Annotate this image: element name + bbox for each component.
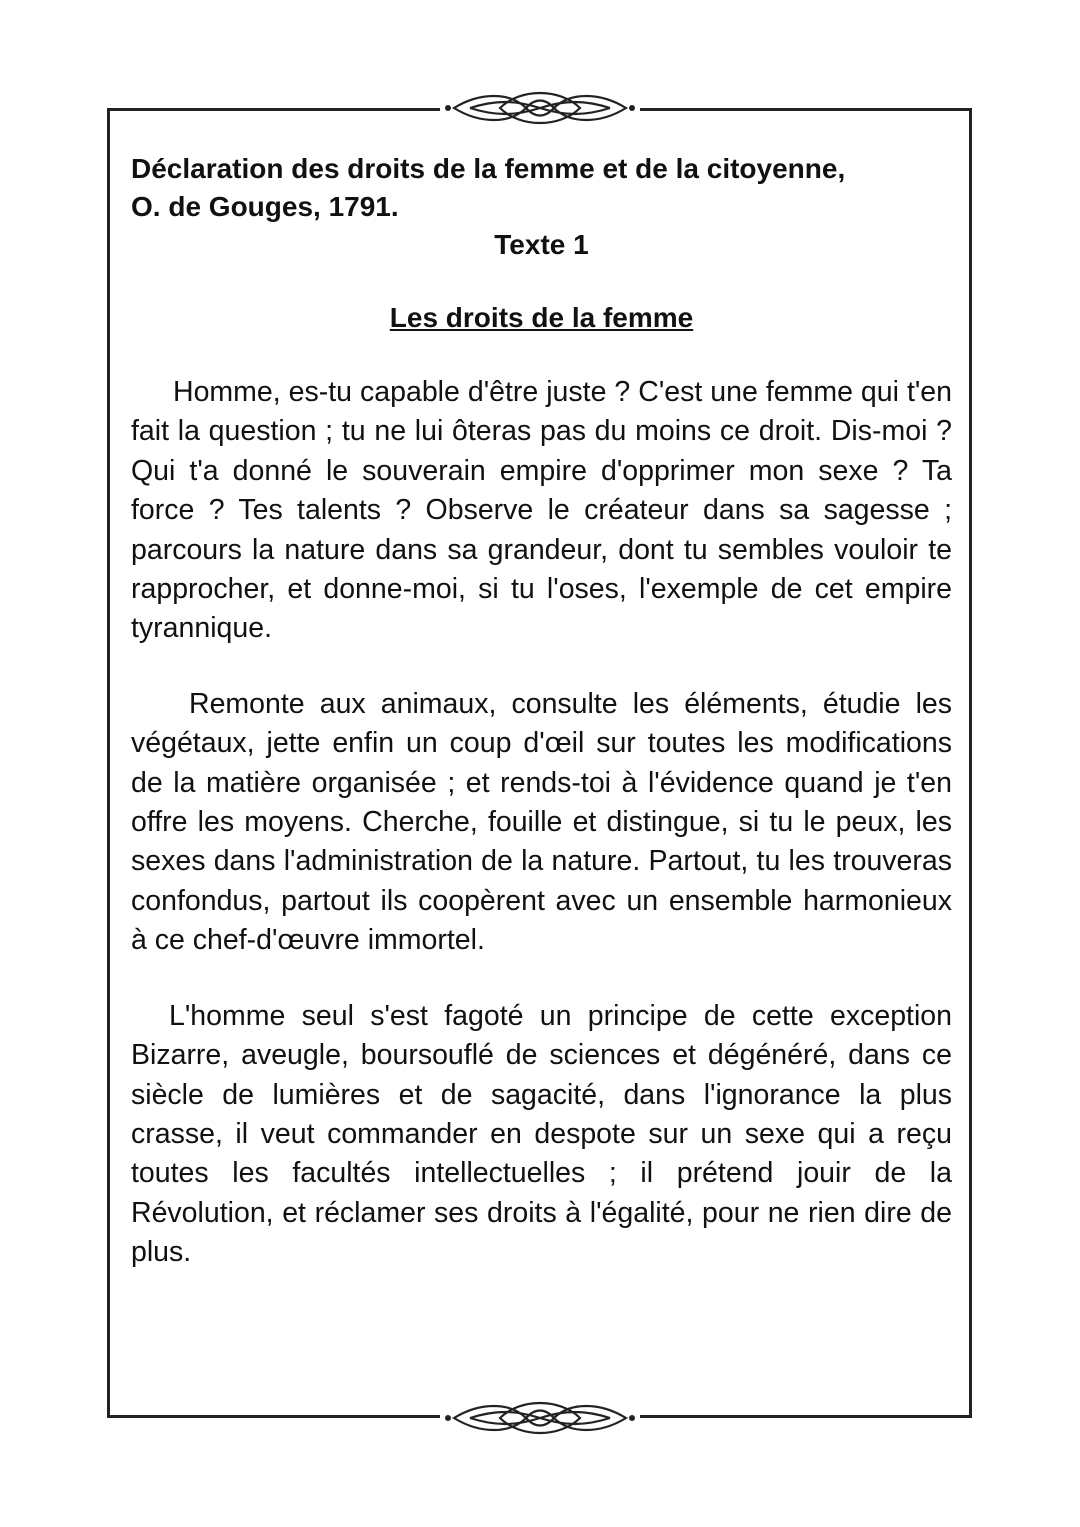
paragraph-2: Remonte aux animaux, consulte les éléments, étudie les végétaux, jette enfin un coup d'œil sur toutes les modifications de la matière organisée ; et rends-toi à l'évidence quand je t'en offre les moyens. Cherche, fouille et distingue, si tu le peux, les sexes dans l'administration de la nature. Partout, tu les trouveras confondus, partout ils coopèrent avec un ensemble harmonieux à ce chef-d'œuvre immortel.	[131, 687, 952, 957]
section-subtitle: Les droits de la femme	[389, 302, 694, 333]
paragraph-3: L'homme seul s'est fagoté un principe de cette exception Bizarre, aveugle, boursouflé de sciences et dégénéré, dans ce siècle de lumières et de sagacité, dans l'ignorance la plus crasse, il veut commander en despote sur un sexe qui a reçu toutes les facultés intellectuelles ; il prétend jouir de la Révolution, et réclamer ses droits à l'égalité, pour ne rien dire de plus.	[131, 999, 952, 1269]
paragraph-1: Homme, es-tu capable d'être juste ? C'est une femme qui t'en fait la question ; tu ne lui ôteras pas du moins ce droit. Dis-moi ? Qui t'a donné le souverain empire d'opprimer mon sexe ? Ta force ? Tes talents ? Observe le créateur dans sa sagesse ; parcours la nature dans sa grandeur, dont tu sembles vouloir te rapprocher, et donne-moi, si tu l'oses, l'exemple de cet empire tyrannique.	[131, 376, 952, 645]
document-title-line-1: Déclaration des droits de la femme et de la citoyenne,	[131, 153, 846, 184]
bottom-flourish-icon	[440, 1396, 640, 1440]
document-content	[131, 150, 952, 1273]
document-title-line-2: O. de Gouges, 1791.	[131, 191, 399, 222]
texte-label: Texte 1	[494, 229, 589, 260]
top-flourish-icon	[440, 86, 640, 130]
